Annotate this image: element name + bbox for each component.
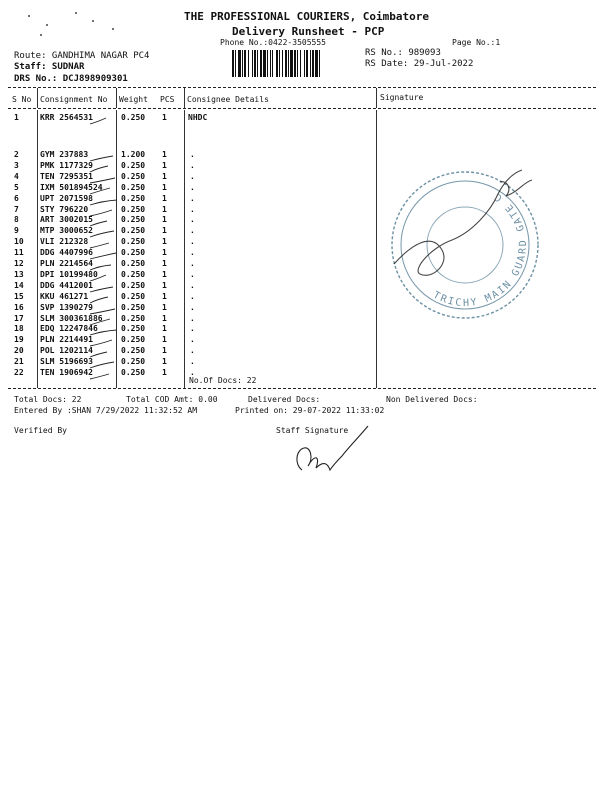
row-sno: 20 bbox=[14, 346, 24, 356]
scan-speck bbox=[40, 34, 42, 36]
column-divider bbox=[376, 88, 377, 108]
row-weight: 0.250 bbox=[121, 346, 146, 356]
row-consignment-no: MTP 3000652 bbox=[40, 226, 93, 236]
row-weight: 0.250 bbox=[121, 335, 146, 345]
row-consignment-no: STY 796220 bbox=[40, 204, 89, 214]
row-consignment-no: TEN 1906942 bbox=[40, 368, 93, 377]
row-consignee: . bbox=[190, 215, 195, 225]
row-pcs: 1 bbox=[162, 193, 167, 203]
row-weight: 0.250 bbox=[121, 193, 146, 203]
row-consignment-no: DPI 10199480 bbox=[40, 269, 98, 279]
row-pcs: 1 bbox=[162, 113, 167, 122]
barcode-bar bbox=[320, 50, 322, 77]
row-consignment-no: SLM 300361886 bbox=[40, 313, 103, 323]
row-consignee: . bbox=[190, 269, 195, 279]
row-consignee: . bbox=[190, 280, 195, 290]
row-consignee: . bbox=[190, 291, 195, 301]
table-top-rule bbox=[8, 87, 596, 88]
row-pcs: 1 bbox=[162, 313, 167, 323]
row-weight: 0.250 bbox=[121, 280, 146, 290]
row-consignee: . bbox=[190, 357, 195, 367]
row-consignee: NHDC bbox=[188, 113, 208, 122]
stamp-text: TRICHY MAIN GUARD GATE COURIER bbox=[431, 189, 530, 310]
row-weight: 0.250 bbox=[121, 182, 146, 192]
row-consignment-no: VLI 212328 bbox=[40, 237, 89, 247]
row-pcs: 1 bbox=[162, 171, 167, 181]
row-sno: 21 bbox=[14, 357, 24, 367]
row-consignment-no: IXM 501894524 bbox=[40, 182, 103, 192]
row-sno: 18 bbox=[14, 324, 24, 334]
row-consignment-no: KKU 461271 bbox=[40, 291, 89, 301]
row-pcs: 1 bbox=[162, 215, 167, 225]
row-consignment-no: PLN 2214564 bbox=[40, 259, 93, 268]
row-weight: 0.250 bbox=[121, 171, 146, 181]
table-bottom-rule bbox=[8, 388, 596, 389]
row-sno: 17 bbox=[14, 313, 24, 323]
row-sno: 3 bbox=[14, 160, 19, 170]
row-pcs: 1 bbox=[162, 150, 167, 159]
row-weight: 0.250 bbox=[121, 291, 146, 301]
route-label: Route: GANDHIMA NAGAR PC4 bbox=[14, 51, 150, 61]
row-consignment-no: TEN 7295351 bbox=[40, 171, 93, 181]
row-consignment-no: DDG 4407996 bbox=[40, 248, 93, 258]
row-pcs: 1 bbox=[162, 269, 167, 279]
phone-number: Phone No.:0422-3505555 bbox=[220, 38, 326, 47]
row-consignee: . bbox=[190, 302, 195, 312]
row-consignment-no: ART 3002015 bbox=[40, 215, 93, 225]
row-sno: 10 bbox=[14, 237, 24, 247]
row-sno: 7 bbox=[14, 204, 19, 214]
row-pcs: 1 bbox=[162, 259, 167, 268]
row-consignment-no: SLM 5196693 bbox=[40, 357, 93, 367]
row-pcs: 1 bbox=[162, 302, 167, 312]
column-divider bbox=[37, 88, 38, 108]
row-sno: 14 bbox=[14, 280, 24, 290]
row-pcs: 1 bbox=[162, 182, 167, 192]
entered-by: Entered By :SHAN 7/29/2022 11:32:52 AM bbox=[14, 406, 198, 415]
row-consignment-no: UPT 2071598 bbox=[40, 193, 93, 203]
delivered-docs: Delivered Docs: bbox=[248, 395, 321, 404]
row-sno: 13 bbox=[14, 269, 24, 279]
staff-signature-label: Staff Signature bbox=[276, 426, 349, 435]
row-consignment-no: SVP 1390279 bbox=[40, 302, 93, 312]
header-bottom-rule bbox=[8, 108, 596, 109]
row-consignment-no: PMK 1177329 bbox=[40, 160, 93, 170]
row-sno: 6 bbox=[14, 193, 19, 203]
row-weight: 0.250 bbox=[121, 248, 146, 258]
barcode bbox=[232, 50, 357, 77]
row-sno: 8 bbox=[14, 215, 19, 225]
row-weight: 0.250 bbox=[121, 204, 146, 214]
svg-text:TRICHY MAIN GUARD GATE COURIER bbox=[372, 152, 553, 338]
row-sno: 19 bbox=[14, 335, 24, 345]
row-consignee: . bbox=[190, 171, 195, 181]
row-sno: 5 bbox=[14, 182, 19, 192]
row-pcs: 1 bbox=[162, 291, 167, 301]
row-weight: 1.200 bbox=[121, 150, 146, 159]
row-pcs: 1 bbox=[162, 357, 167, 367]
row-weight: 0.250 bbox=[121, 302, 146, 312]
delivery-stamp bbox=[372, 152, 558, 338]
staff-handwritten-signature bbox=[286, 420, 376, 478]
company-name: THE PROFESSIONAL COURIERS, Coimbatore bbox=[184, 10, 430, 23]
row-sno: 12 bbox=[14, 259, 24, 268]
row-consignee: . bbox=[190, 182, 195, 192]
row-pcs: 1 bbox=[162, 204, 167, 214]
staff-label: Staff: SUDNAR bbox=[14, 62, 85, 72]
row-weight: 0.250 bbox=[121, 324, 146, 334]
row-weight: 0.250 bbox=[121, 357, 146, 367]
col-header-consignee: Consignee Details bbox=[187, 95, 269, 104]
column-divider bbox=[116, 88, 117, 108]
scan-speck bbox=[28, 15, 30, 17]
row-consignee: . bbox=[190, 150, 195, 159]
total-cod-amount: Total COD Amt: 0.00 bbox=[126, 395, 218, 404]
row-sno: 9 bbox=[14, 226, 19, 236]
table-row bbox=[0, 113, 600, 124]
document-title: Delivery Runsheet - PCP bbox=[232, 25, 385, 38]
row-pcs: 1 bbox=[162, 280, 167, 290]
no-of-docs: No.Of Docs: 22 bbox=[189, 376, 257, 385]
delivery-tick-mark bbox=[88, 116, 120, 125]
col-header-sno: S No bbox=[12, 95, 32, 104]
row-consignment-no: KRR 2564531 bbox=[40, 113, 93, 122]
row-consignee: . bbox=[190, 248, 195, 258]
row-sno: 1 bbox=[14, 113, 19, 122]
row-consignee: . bbox=[190, 204, 195, 214]
col-header-signature: Signature bbox=[380, 93, 424, 102]
total-docs: Total Docs: 22 bbox=[14, 395, 82, 404]
row-sno: 4 bbox=[14, 171, 19, 181]
row-consignee: . bbox=[190, 193, 195, 203]
row-sno: 2 bbox=[14, 150, 19, 159]
row-consignee: . bbox=[190, 313, 195, 323]
printed-on: Printed on: 29-07-2022 11:33:02 bbox=[235, 406, 385, 415]
row-pcs: 1 bbox=[162, 160, 167, 170]
row-consignee: . bbox=[190, 346, 195, 356]
page-number: Page No.:1 bbox=[452, 38, 501, 47]
row-pcs: 1 bbox=[162, 368, 167, 377]
row-consignment-no: DDG 4412001 bbox=[40, 280, 93, 290]
row-sno: 15 bbox=[14, 291, 24, 301]
scan-speck bbox=[112, 28, 114, 30]
scan-speck bbox=[75, 12, 77, 14]
row-weight: 0.250 bbox=[121, 215, 146, 225]
col-header-consignment: Consignment No bbox=[40, 95, 108, 104]
scan-speck bbox=[46, 24, 48, 26]
drs-number: DRS No.: DCJ898909301 bbox=[14, 74, 128, 84]
row-consignee: . bbox=[190, 368, 195, 377]
rs-number: RS No.: 989093 bbox=[365, 48, 441, 58]
table-row bbox=[0, 368, 600, 379]
row-consignee: . bbox=[190, 237, 195, 247]
row-consignment-no: PLN 2214491 bbox=[40, 335, 93, 345]
row-weight: 0.250 bbox=[121, 113, 146, 122]
row-weight: 0.250 bbox=[121, 313, 146, 323]
col-header-weight: Weight bbox=[119, 95, 148, 104]
row-pcs: 1 bbox=[162, 324, 167, 334]
row-weight: 0.250 bbox=[121, 368, 146, 377]
delivery-tick-mark bbox=[88, 371, 120, 380]
verified-by-label: Verified By bbox=[14, 426, 67, 435]
rs-date: RS Date: 29-Jul-2022 bbox=[365, 59, 474, 69]
row-consignment-no: GYM 237883 bbox=[40, 150, 89, 159]
row-weight: 0.250 bbox=[121, 259, 146, 268]
column-divider bbox=[184, 88, 185, 108]
col-header-pcs: PCS bbox=[160, 95, 175, 104]
row-sno: 11 bbox=[14, 248, 24, 258]
row-consignee: . bbox=[190, 324, 195, 334]
row-pcs: 1 bbox=[162, 248, 167, 258]
row-pcs: 1 bbox=[162, 237, 167, 247]
row-weight: 0.250 bbox=[121, 269, 146, 279]
scan-speck bbox=[92, 20, 94, 22]
row-consignee: . bbox=[190, 226, 195, 236]
row-pcs: 1 bbox=[162, 346, 167, 356]
row-weight: 0.250 bbox=[121, 226, 146, 236]
row-weight: 0.250 bbox=[121, 160, 146, 170]
row-weight: 0.250 bbox=[121, 237, 146, 247]
table-row bbox=[0, 346, 600, 357]
row-sno: 22 bbox=[14, 368, 24, 377]
row-consignment-no: POL 1202114 bbox=[40, 346, 93, 356]
row-consignee: . bbox=[190, 335, 195, 345]
table-row bbox=[0, 357, 600, 368]
row-pcs: 1 bbox=[162, 335, 167, 345]
row-sno: 16 bbox=[14, 302, 24, 312]
non-delivered-docs: Non Delivered Docs: bbox=[386, 395, 478, 404]
row-consignee: . bbox=[190, 259, 195, 268]
row-pcs: 1 bbox=[162, 226, 167, 236]
row-consignee: . bbox=[190, 160, 195, 170]
row-consignment-no: EDQ 12247846 bbox=[40, 324, 98, 334]
